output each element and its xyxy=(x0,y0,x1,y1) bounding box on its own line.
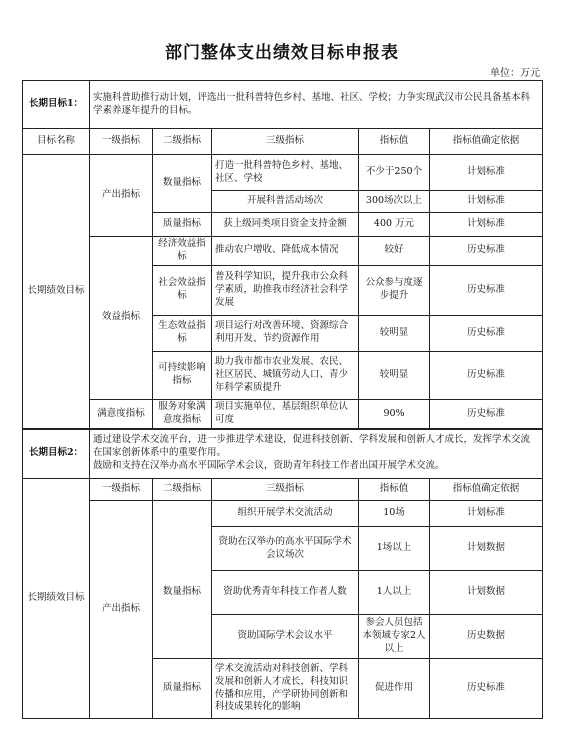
header-value: 指标值 xyxy=(359,129,430,155)
value-cell: 400 万元 xyxy=(359,213,430,237)
header-basis: 指标值确定依据 xyxy=(430,479,543,501)
level3-cell: 组织开展学术交流活动 xyxy=(212,501,359,527)
value-cell: 1场以上 xyxy=(359,527,430,571)
level2-quality: 质量指标 xyxy=(153,213,212,237)
basis-cell: 计划数据 xyxy=(430,571,543,615)
header-level3: 三级指标 xyxy=(212,129,359,155)
basis-cell: 计划标准 xyxy=(430,155,543,191)
header-level1: 一级指标 xyxy=(90,479,153,501)
level3-cell: 普及科学知识，提升我市公众科学素质，助推我市经济社会科学发展 xyxy=(212,265,359,315)
goal1-text: 实施科普助推行动计划，评选出一批科普特色乡村、基地、社区、学校；力争实现武汉市公民具备基本科学素养逐年提升的目标。 xyxy=(90,81,543,129)
goal1-label: 长期目标1： xyxy=(23,81,90,129)
level3-cell: 资助国际学术会议水平 xyxy=(212,615,359,659)
level2-quantity: 数量指标 xyxy=(153,155,212,213)
goal-name-cell: 长期绩效目标 xyxy=(23,479,90,719)
value-cell: 参会人员包括本领域专家2人以上 xyxy=(359,615,430,659)
header-level2: 二级指标 xyxy=(153,129,212,155)
page-title: 部门整体支出绩效目标申报表 xyxy=(165,43,399,63)
value-cell: 促进作用 xyxy=(359,659,430,719)
header-level1: 一级指标 xyxy=(90,129,153,155)
goal2-table xyxy=(22,428,543,719)
basis-cell: 历史标准 xyxy=(430,265,543,315)
basis-cell: 计划数据 xyxy=(430,527,543,571)
goal2-label: 长期目标2： xyxy=(23,429,90,479)
level3-cell: 资助优秀青年科技工作者人数 xyxy=(212,571,359,615)
level2-ecological: 生态效益指标 xyxy=(153,315,212,351)
level1-output: 产出指标 xyxy=(90,155,153,237)
basis-cell: 计划标准 xyxy=(430,213,543,237)
goal-name-cell: 长期绩效目标 xyxy=(23,155,90,430)
basis-cell: 历史标准 xyxy=(430,351,543,399)
level2-quantity: 数量指标 xyxy=(153,527,212,659)
value-cell: 较明显 xyxy=(359,351,430,399)
level2-sustainable: 可持续影响指标 xyxy=(153,351,212,399)
level3-cell: 打造一批科普特色乡村、基地、社区、学校 xyxy=(212,155,359,191)
level2-economic: 经济效益指标 xyxy=(153,237,212,266)
level2-blank xyxy=(153,501,212,527)
level1-benefit: 效益指标 xyxy=(90,237,153,400)
basis-cell: 历史数据 xyxy=(430,615,543,659)
value-cell: 90% xyxy=(359,399,430,429)
level1-satisfaction: 满意度指标 xyxy=(90,399,153,429)
level2-quality: 质量指标 xyxy=(153,659,212,719)
header-level2: 二级指标 xyxy=(153,479,212,501)
basis-cell: 计划标准 xyxy=(430,191,543,213)
basis-cell: 历史标准 xyxy=(430,315,543,351)
level3-cell: 项目运行对改善环境、资源综合利用开发、节约资源作用 xyxy=(212,315,359,351)
header-value: 指标值 xyxy=(359,479,430,501)
header-level3: 三级指标 xyxy=(212,479,359,501)
level2-social: 社会效益指标 xyxy=(153,265,212,315)
value-cell: 10场 xyxy=(359,501,430,527)
goal1-table xyxy=(22,80,543,430)
header-goal-name: 目标名称 xyxy=(23,129,90,155)
value-cell: 较明显 xyxy=(359,315,430,351)
goal2-text: 通过建设学术交流平台，进一步推进学术建设，促进科技创新、学科发展和创新人才成长，发挥学术交流在国家创新体系中的重要作用。 鼓励和支持在汉举办高水平国际学术会议，资助青年科技工作者出国开展学术交流。 xyxy=(90,429,543,479)
level2-service-satisfaction: 服务对象满意度指标 xyxy=(153,399,212,429)
level1-output: 产出指标 xyxy=(90,501,153,719)
level3-cell: 资助在汉举办的高水平国际学术会议场次 xyxy=(212,527,359,571)
value-cell: 300场次以上 xyxy=(359,191,430,213)
basis-cell: 历史标准 xyxy=(430,237,543,266)
value-cell: 不少于250个 xyxy=(359,155,430,191)
level3-cell: 获上级同类项目资金支持金额 xyxy=(212,213,359,237)
level3-cell: 学术交流活动对科技创新、学科发展和创新人才成长，科技知识传播和应用，产学研协同创新和科技成果转化的影响 xyxy=(212,659,359,719)
basis-cell: 历史标准 xyxy=(430,399,543,429)
value-cell: 1人以上 xyxy=(359,571,430,615)
basis-cell: 历史标准 xyxy=(430,659,543,719)
basis-cell: 计划标准 xyxy=(430,501,543,527)
level3-cell: 开展科普活动场次 xyxy=(212,191,359,213)
value-cell: 较好 xyxy=(359,237,430,266)
level3-cell: 助力我市都市农业发展、农民、社区居民、城镇劳动人口、青少年科学素质提升 xyxy=(212,351,359,399)
level3-cell: 项目实施单位、基层组织单位认可度 xyxy=(212,399,359,429)
value-cell: 公众参与度逐步提升 xyxy=(359,265,430,315)
level3-cell: 推动农户增收、降低成本情况 xyxy=(212,237,359,266)
unit-label: 单位：万元 xyxy=(490,68,540,79)
header-basis: 指标值确定依据 xyxy=(430,129,543,155)
